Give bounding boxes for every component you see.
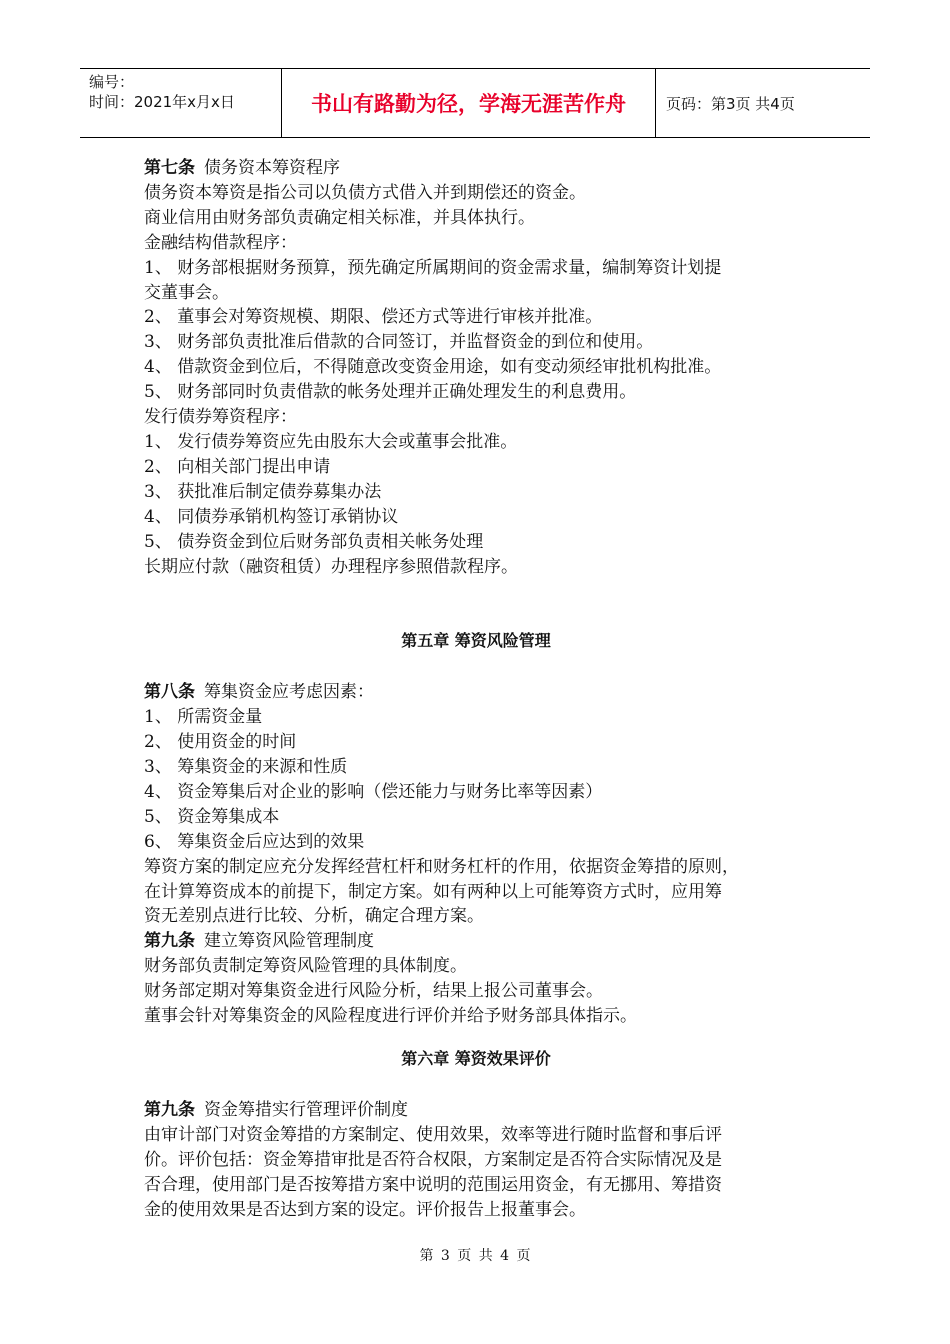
text-line: 由审计部门对资金筹措的方案制定、使用效果，效率等进行随时监督和事后评 — [144, 1124, 722, 1145]
text-line: 5、 资金筹集成本 — [144, 806, 280, 827]
text-line: 2、 董事会对筹资规模、期限、偿还方式等进行审核并批准。 — [144, 307, 603, 328]
text-line: 价。评价包括：资金筹措审批是否符合权限，方案制定是否符合实际情况及是 — [144, 1149, 722, 1170]
text-line: 在计算筹资成本的前提下，制定方案。如有两种以上可能筹资方式时，应用筹 — [144, 881, 722, 902]
article-title: 资金筹措实行管理评价制度 — [204, 1099, 408, 1120]
chapter-heading: 第六章 筹资效果评价 — [401, 1049, 551, 1068]
document-number-label: 编号： — [89, 73, 135, 91]
text-line: 债务资本筹资是指公司以负债方式借入并到期偿还的资金。 — [144, 182, 586, 203]
text-line: 筹资方案的制定应充分发挥经营杠杆和财务杠杆的作用，依据资金筹措的原则， — [144, 856, 739, 877]
text-line: 4、 借款资金到位后，不得随意改变资金用途，如有变动须经审批机构批准。 — [144, 357, 722, 378]
text-line: 资无差别点进行比较、分析，确定合理方案。 — [144, 906, 484, 927]
article-number: 第七条 — [144, 158, 195, 178]
text-line: 1、 所需资金量 — [144, 707, 263, 728]
header-page-info: 页码：第3页 共4页 — [666, 94, 795, 113]
text-line: 商业信用由财务部负责确定相关标准，并具体执行。 — [144, 207, 535, 228]
article-number: 第八条 — [144, 682, 195, 703]
document-body — [144, 156, 808, 1222]
text-line: 长期应付款（融资租赁）办理程序参照借款程序。 — [144, 556, 518, 577]
text-line: 1、 发行债券筹资应先由股东大会或董事会批准。 — [144, 431, 518, 452]
article-heading — [144, 1098, 808, 1123]
article-title: 建立筹资风险管理制度 — [204, 931, 374, 952]
article-title: 债务资本筹资程序 — [204, 158, 340, 178]
header-meta — [80, 69, 282, 137]
article-heading — [144, 680, 808, 705]
article-lines — [144, 181, 808, 580]
article-title: 筹集资金应考虑因素： — [204, 682, 374, 703]
page-header — [80, 68, 870, 138]
text-line: 金融结构借款程序： — [144, 232, 297, 253]
text-line: 金的使用效果是否达到方案的设定。评价报告上报董事会。 — [144, 1199, 586, 1220]
text-line: 2、 使用资金的时间 — [144, 732, 297, 753]
text-line: 财务部负责制定筹资风险管理的具体制度。 — [144, 956, 467, 977]
text-line: 4、 资金筹集后对企业的影响（偿还能力与财务比率等因素） — [144, 781, 603, 802]
text-line: 2、 向相关部门提出申请 — [144, 456, 331, 477]
text-line: 5、 债券资金到位后财务部负责相关帐务处理 — [144, 531, 484, 552]
text-line: 4、 同债券承销机构签订承销协议 — [144, 506, 399, 527]
text-line: 6、 筹集资金后应达到的效果 — [144, 831, 365, 852]
article-lines — [144, 705, 808, 929]
text-line: 交董事会。 — [144, 282, 229, 303]
article-number: 第九条 — [144, 1099, 195, 1120]
article-lines — [144, 954, 808, 1029]
text-line: 3、 获批准后制定债券募集办法 — [144, 481, 382, 502]
text-line: 否合理，使用部门是否按筹措方案中说明的范围运用资金，有无挪用、筹措资 — [144, 1174, 722, 1195]
text-line: 发行债券筹资程序： — [144, 407, 297, 428]
article-lines — [144, 1123, 808, 1223]
text-line: 董事会针对筹集资金的风险程度进行评价并给予财务部具体指示。 — [144, 1006, 637, 1027]
article-heading — [144, 156, 808, 181]
chapter-heading: 第五章 筹资风险管理 — [401, 631, 551, 651]
text-line: 3、 财务部负责批准后借款的合同签订，并监督资金的到位和使用。 — [144, 332, 654, 353]
text-line: 1、 财务部根据财务预算，预先确定所属期间的资金需求量，编制筹资计划提 — [144, 257, 722, 278]
article-heading — [144, 929, 808, 954]
page-footer: 第 3 页 共 4 页 — [419, 1248, 531, 1264]
document-date: 时间：2021年x月x日 — [89, 93, 235, 111]
text-line: 3、 筹集资金的来源和性质 — [144, 757, 348, 778]
article-number: 第九条 — [144, 931, 195, 952]
text-line: 财务部定期对筹集资金进行风险分析，结果上报公司董事会。 — [144, 981, 603, 1002]
header-motto: 书山有路勤为径，学海无涯苦作舟 — [282, 69, 656, 137]
text-line: 5、 财务部同时负责借款的帐务处理并正确处理发生的利息费用。 — [144, 382, 637, 403]
